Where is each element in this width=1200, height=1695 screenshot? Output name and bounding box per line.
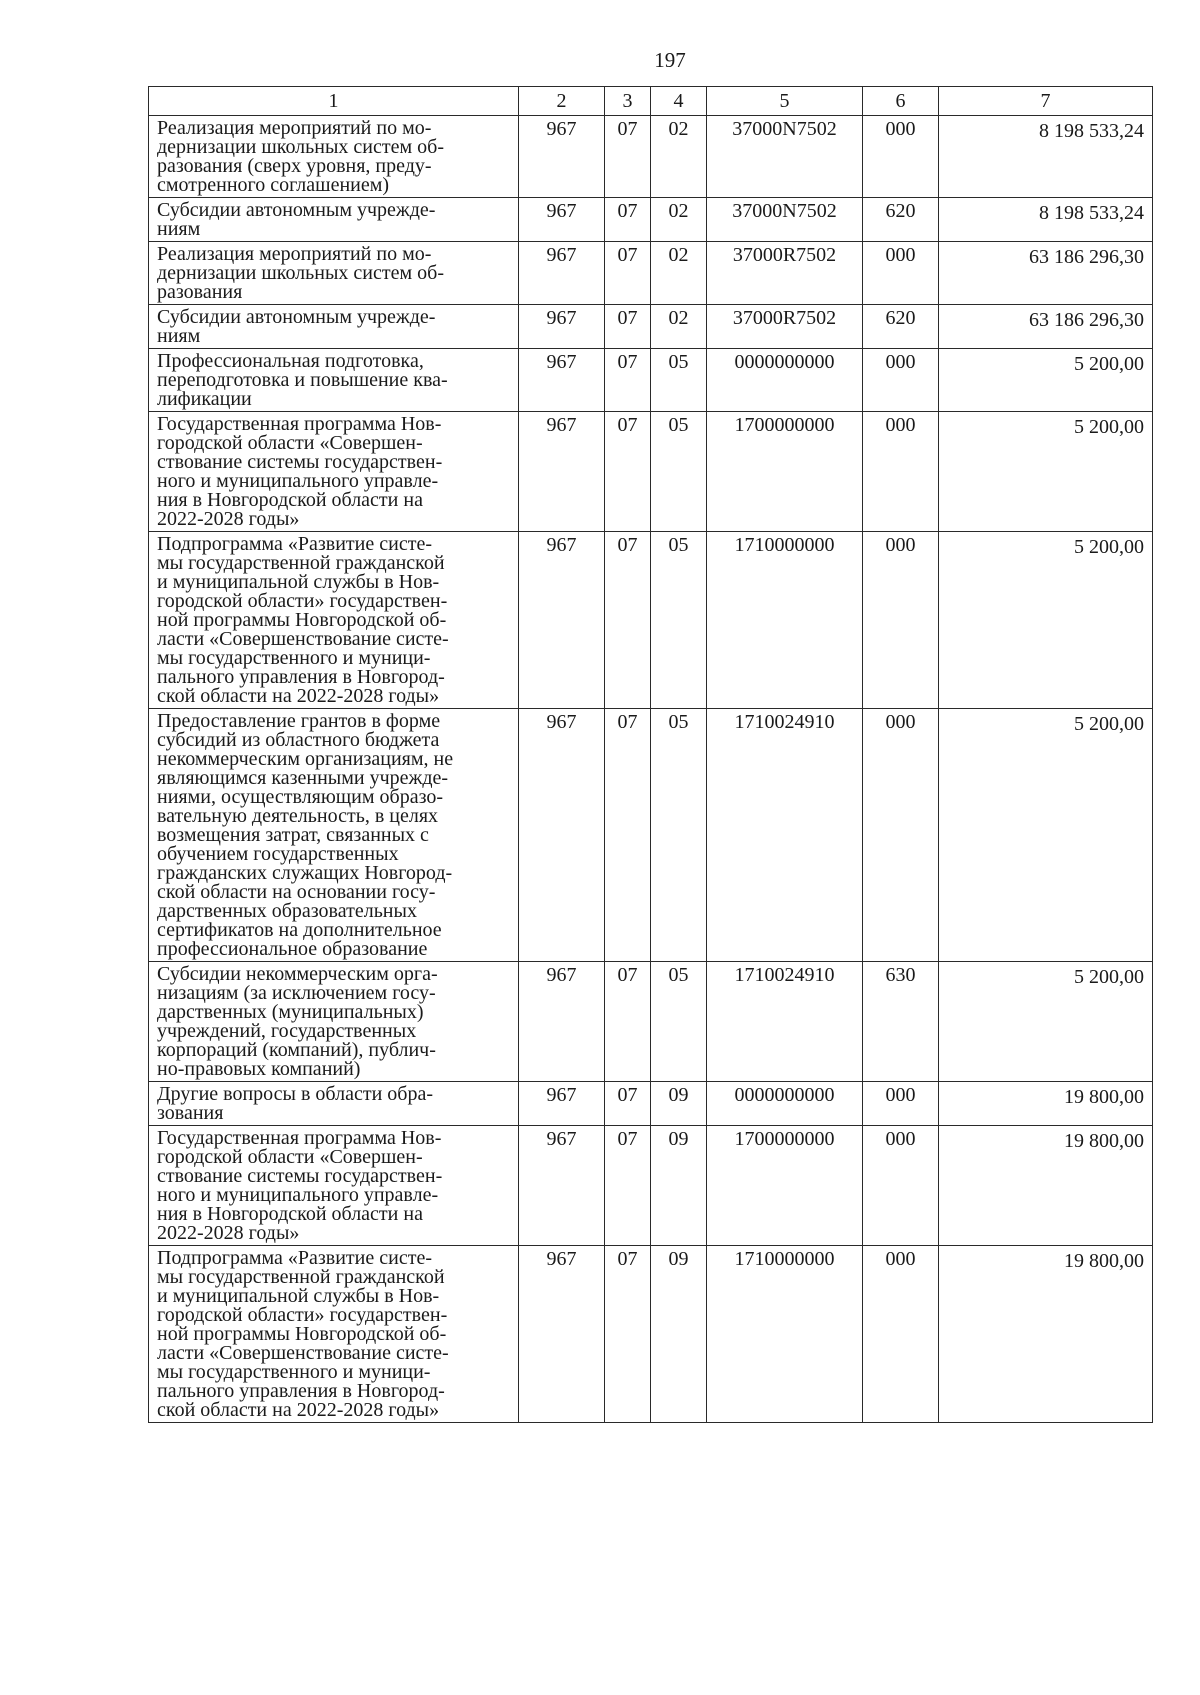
expense-type-cell: 000 bbox=[863, 1082, 939, 1126]
expense-type-cell: 630 bbox=[863, 962, 939, 1082]
item-name-cell bbox=[149, 349, 519, 412]
section-code-cell: 07 bbox=[605, 242, 651, 305]
amount-cell: 5 200,00 bbox=[939, 532, 1153, 709]
grbs-code-cell: 967 bbox=[519, 305, 605, 349]
item-name-text: Субсидии автономным учрежде- ниям bbox=[157, 199, 436, 240]
item-name-cell bbox=[149, 962, 519, 1082]
table-row bbox=[149, 1082, 1153, 1126]
target-article-cell: 1710000000 bbox=[707, 532, 863, 709]
section-code-cell: 07 bbox=[605, 198, 651, 242]
item-name-cell bbox=[149, 1082, 519, 1126]
subsection-code-cell: 05 bbox=[651, 349, 707, 412]
section-code-cell: 07 bbox=[605, 1082, 651, 1126]
expense-type-cell: 000 bbox=[863, 709, 939, 962]
section-code-cell: 07 bbox=[605, 412, 651, 532]
grbs-code-cell: 967 bbox=[519, 962, 605, 1082]
section-code-cell: 07 bbox=[605, 116, 651, 198]
amount-cell: 5 200,00 bbox=[939, 412, 1153, 532]
item-name-text: Подпрограмма «Развитие систе- мы государственной гражданской и муниципальной службы в Нов- городской области» государствен- ной программы Новгородской об- ласти «Совершенствование систе- мы государственного и муници- пального управления в Новгород- ской области на 2022-2028 годы» bbox=[157, 1247, 449, 1421]
item-name-cell bbox=[149, 1126, 519, 1246]
grbs-code-cell: 967 bbox=[519, 116, 605, 198]
item-name-text: Государственная программа Нов- городской области «Совершен- ствование системы государствен- ного и муниципального управле- ния в Новгородской области на 2022-2028 годы» bbox=[157, 413, 443, 530]
grbs-code-cell: 967 bbox=[519, 1082, 605, 1126]
target-article-cell: 1700000000 bbox=[707, 1126, 863, 1246]
grbs-code-cell: 967 bbox=[519, 198, 605, 242]
table-row bbox=[149, 532, 1153, 709]
amount-cell: 5 200,00 bbox=[939, 349, 1153, 412]
item-name-text: Субсидии некоммерческим орга- низациям (за исключением госу- дарственных (муниципальных) учреждений, государственных корпораций (компаний), публич- но-правовых компаний) bbox=[157, 963, 438, 1080]
grbs-code-cell: 967 bbox=[519, 532, 605, 709]
subsection-code-cell: 02 bbox=[651, 242, 707, 305]
page-number: 197 bbox=[654, 48, 686, 72]
target-article-cell: 1700000000 bbox=[707, 412, 863, 532]
expense-type-cell: 000 bbox=[863, 116, 939, 198]
item-name-cell bbox=[149, 305, 519, 349]
amount-cell: 63 186 296,30 bbox=[939, 305, 1153, 349]
header-row bbox=[149, 87, 1153, 116]
table-row bbox=[149, 116, 1153, 198]
column-header-4: 4 bbox=[651, 87, 707, 116]
budget-table bbox=[148, 86, 1153, 1423]
section-code-cell: 07 bbox=[605, 349, 651, 412]
grbs-code-cell: 967 bbox=[519, 412, 605, 532]
amount-cell: 19 800,00 bbox=[939, 1082, 1153, 1126]
expense-type-cell: 000 bbox=[863, 532, 939, 709]
target-article-cell: 1710024910 bbox=[707, 709, 863, 962]
grbs-code-cell: 967 bbox=[519, 709, 605, 962]
target-article-cell: 37000N7502 bbox=[707, 198, 863, 242]
section-code-cell: 07 bbox=[605, 962, 651, 1082]
table-row bbox=[149, 412, 1153, 532]
grbs-code-cell: 967 bbox=[519, 1246, 605, 1423]
column-header-3: 3 bbox=[605, 87, 651, 116]
amount-cell: 8 198 533,24 bbox=[939, 116, 1153, 198]
grbs-code-cell: 967 bbox=[519, 349, 605, 412]
expense-type-cell: 000 bbox=[863, 242, 939, 305]
amount-cell: 63 186 296,30 bbox=[939, 242, 1153, 305]
target-article-cell: 0000000000 bbox=[707, 1082, 863, 1126]
subsection-code-cell: 05 bbox=[651, 412, 707, 532]
column-header-7: 7 bbox=[939, 87, 1153, 116]
table-row bbox=[149, 1126, 1153, 1246]
column-header-6: 6 bbox=[863, 87, 939, 116]
expense-type-cell: 620 bbox=[863, 305, 939, 349]
item-name-text: Подпрограмма «Развитие систе- мы государственной гражданской и муниципальной службы в Нов- городской области» государствен- ной программы Новгородской об- ласти «Совершенствование систе- мы государственного и муници- пального управления в Новгород- ской области на 2022-2028 годы» bbox=[157, 533, 449, 707]
section-code-cell: 07 bbox=[605, 709, 651, 962]
subsection-code-cell: 09 bbox=[651, 1246, 707, 1423]
table-row bbox=[149, 709, 1153, 962]
subsection-code-cell: 02 bbox=[651, 305, 707, 349]
target-article-cell: 1710024910 bbox=[707, 962, 863, 1082]
table-row bbox=[149, 1246, 1153, 1423]
subsection-code-cell: 09 bbox=[651, 1082, 707, 1126]
expense-type-cell: 620 bbox=[863, 198, 939, 242]
table-row bbox=[149, 349, 1153, 412]
item-name-cell bbox=[149, 116, 519, 198]
target-article-cell: 37000R7502 bbox=[707, 305, 863, 349]
amount-cell: 19 800,00 bbox=[939, 1126, 1153, 1246]
subsection-code-cell: 02 bbox=[651, 116, 707, 198]
item-name-text: Профессиональная подготовка, переподготовка и повышение ква- лификации bbox=[157, 350, 448, 410]
item-name-cell bbox=[149, 709, 519, 962]
section-code-cell: 07 bbox=[605, 1246, 651, 1423]
section-code-cell: 07 bbox=[605, 532, 651, 709]
amount-cell: 8 198 533,24 bbox=[939, 198, 1153, 242]
item-name-text: Предоставление грантов в форме субсидий из областного бюджета некоммерческим организациям, не являющимся казенными учрежде- ниями, осуществляющим образо- вательную деятельность, в целях возмещения затрат, связанных с обучением государственных гражданских служащих Новгород- ской области на основании госу- дарственных образовательных сертификатов на дополнительное профессиональное образование bbox=[157, 710, 454, 960]
expense-type-cell: 000 bbox=[863, 349, 939, 412]
table-row bbox=[149, 198, 1153, 242]
item-name-cell bbox=[149, 532, 519, 709]
table-row bbox=[149, 962, 1153, 1082]
item-name-cell bbox=[149, 412, 519, 532]
item-name-text: Другие вопросы в области обра- зования bbox=[157, 1083, 433, 1124]
column-header-1: 1 bbox=[149, 87, 519, 116]
item-name-text: Реализация мероприятий по мо- дернизации школьных систем об- разования bbox=[157, 243, 444, 303]
expense-type-cell: 000 bbox=[863, 1126, 939, 1246]
grbs-code-cell: 967 bbox=[519, 242, 605, 305]
target-article-cell: 1710000000 bbox=[707, 1246, 863, 1423]
amount-cell: 19 800,00 bbox=[939, 1246, 1153, 1423]
table-body bbox=[149, 116, 1153, 1423]
expense-type-cell: 000 bbox=[863, 1246, 939, 1423]
item-name-text: Реализация мероприятий по мо- дернизации школьных систем об- разования (сверх уровня, преду- смотренного соглашением) bbox=[157, 117, 444, 196]
subsection-code-cell: 05 bbox=[651, 962, 707, 1082]
item-name-cell bbox=[149, 198, 519, 242]
item-name-text: Государственная программа Нов- городской области «Совершен- ствование системы государствен- ного и муниципального управле- ния в Новгородской области на 2022-2028 годы» bbox=[157, 1127, 443, 1244]
subsection-code-cell: 02 bbox=[651, 198, 707, 242]
section-code-cell: 07 bbox=[605, 1126, 651, 1246]
amount-cell: 5 200,00 bbox=[939, 962, 1153, 1082]
expense-type-cell: 000 bbox=[863, 412, 939, 532]
target-article-cell: 37000R7502 bbox=[707, 242, 863, 305]
amount-cell: 5 200,00 bbox=[939, 709, 1153, 962]
column-header-5: 5 bbox=[707, 87, 863, 116]
subsection-code-cell: 05 bbox=[651, 709, 707, 962]
item-name-text: Субсидии автономным учрежде- ниям bbox=[157, 306, 436, 347]
section-code-cell: 07 bbox=[605, 305, 651, 349]
item-name-cell bbox=[149, 1246, 519, 1423]
column-header-2: 2 bbox=[519, 87, 605, 116]
subsection-code-cell: 09 bbox=[651, 1126, 707, 1246]
item-name-cell bbox=[149, 242, 519, 305]
target-article-cell: 0000000000 bbox=[707, 349, 863, 412]
target-article-cell: 37000N7502 bbox=[707, 116, 863, 198]
subsection-code-cell: 05 bbox=[651, 532, 707, 709]
grbs-code-cell: 967 bbox=[519, 1126, 605, 1246]
table-row bbox=[149, 305, 1153, 349]
table-row bbox=[149, 242, 1153, 305]
